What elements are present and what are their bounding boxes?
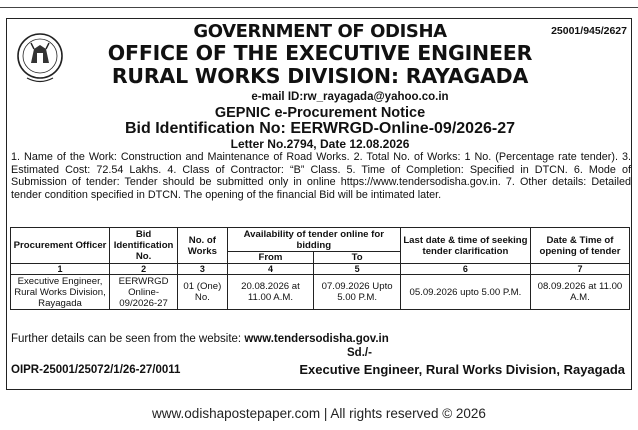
tender-schedule-table xyxy=(10,227,630,310)
cell-to: 07.09.2026 Upto 5.00 P.M. xyxy=(314,275,401,310)
header-last-date: Last date & time of seeking tender clarification xyxy=(400,228,530,264)
column-number: 4 xyxy=(227,264,314,275)
letter-number: Letter No.2794, Date 12.08.2026 xyxy=(230,137,410,151)
cell-opening-date: 08.09.2026 at 11.00 A.M. xyxy=(530,275,629,310)
government-heading: GOVERNMENT OF ODISHA xyxy=(193,21,447,42)
further-details-text: Further details can be seen from the website: xyxy=(11,333,245,345)
header-no-of-works: No. of Works xyxy=(178,228,228,264)
column-number: 5 xyxy=(314,264,401,275)
header-bid-identification: Bid Identification No. xyxy=(110,228,178,264)
cell-bid-identification: EERWRGD Online-09/2026-27 xyxy=(110,275,178,310)
header-to: To xyxy=(314,252,401,264)
bid-identification: Bid Identification No: EERWRGD-Online-09/2026-27 xyxy=(125,120,515,137)
column-number: 6 xyxy=(400,264,530,275)
page-footer: www.odishapostepaper.com | All rights reserved © 2026 xyxy=(152,406,486,421)
division-heading: RURAL WORKS DIVISION: RAYAGADA xyxy=(111,64,529,88)
column-number: 7 xyxy=(530,264,629,275)
notice-title: GEPNIC e-Procurement Notice xyxy=(214,105,426,121)
page-top-strip xyxy=(0,0,638,8)
signature-mark: Sd./- xyxy=(347,347,372,359)
column-number: 1 xyxy=(11,264,110,275)
column-number: 2 xyxy=(110,264,178,275)
cell-procurement-officer: Executive Engineer, Rural Works Division, Rayagada xyxy=(11,275,110,310)
further-details xyxy=(11,333,389,345)
cell-last-date: 05.09.2026 upto 5.00 P.M. xyxy=(400,275,530,310)
header-from: From xyxy=(227,252,314,264)
header-procurement-officer: Procurement Officer xyxy=(11,228,110,264)
email-line: e-mail ID:rw_rayagada@yahoo.co.in xyxy=(251,91,449,103)
reference-number: 25001/945/2627 xyxy=(551,25,627,37)
website-link[interactable]: www.tendersodisha.gov.in xyxy=(244,333,389,345)
oipr-number: OIPR-25001/25072/1/26-27/0011 xyxy=(11,364,181,376)
column-number-row xyxy=(11,264,630,275)
cell-from: 20.08.2026 at 11.00 A.M. xyxy=(227,275,314,310)
column-number: 3 xyxy=(178,264,228,275)
header-availability: Availability of tender online for bidding xyxy=(227,228,400,252)
table-row xyxy=(11,275,630,310)
notice-body: 1. Name of the Work: Construction and Maintenance of Road Works. 2. Total No. of Works: 1 No. (Percentage rate tender). 3. Estimated Cost: 72.54 Lakhs. 4. Class of Contractor: “B” Class. 5. Time of Completion: Specified in DTCN. 6. Mode of Submission of tender: Tender should be submitted only in online https://www.tendersodisha.gov.in. 7. Other details: Detailed tender condition specified in DTCN. The opening of the financial Bid will be intimated later. xyxy=(11,151,631,201)
signatory: Executive Engineer, Rural Works Division, Rayagada xyxy=(299,362,625,377)
office-heading: OFFICE OF THE EXECUTIVE ENGINEER xyxy=(107,41,533,65)
tender-notice xyxy=(6,18,632,390)
cell-no-of-works: 01 (One) No. xyxy=(178,275,228,310)
header-opening-date: Date & Time of opening of tender xyxy=(530,228,629,264)
